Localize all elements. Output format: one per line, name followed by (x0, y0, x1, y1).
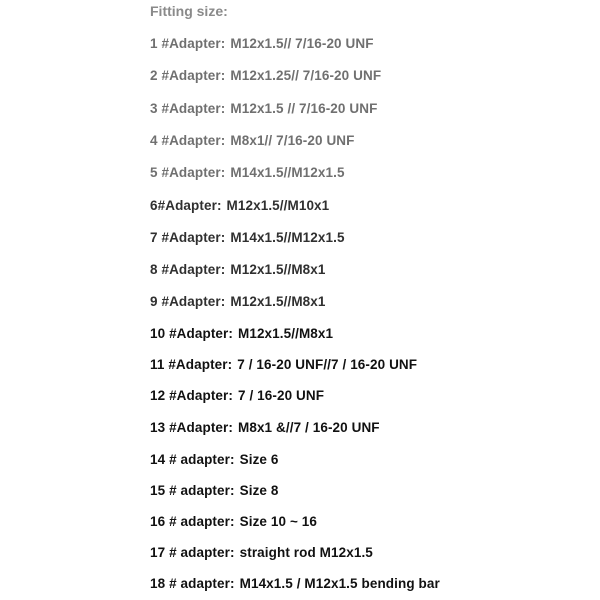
list-item-15 (150, 483, 278, 498)
fitting-size-heading: Fitting size: (150, 3, 228, 19)
list-item-17 (150, 545, 373, 560)
item-separator: : (228, 388, 233, 403)
item-value: M8x1 &//7 / 16-20 UNF (238, 420, 380, 435)
item-value: M14x1.5//M12x1.5 (230, 230, 345, 245)
list-item-16 (150, 514, 317, 529)
item-label: 8 #Adapter (150, 262, 221, 277)
item-value: M12x1.5//M8x1 (230, 262, 326, 277)
item-value: M14x1.5 / M12x1.5 bending bar (239, 576, 440, 591)
item-separator: : (228, 420, 233, 435)
item-label: 7 #Adapter (150, 230, 221, 245)
item-label: 9 #Adapter (150, 294, 221, 309)
item-separator: : (230, 514, 235, 529)
list-item-2 (150, 68, 381, 83)
item-value: M12x1.5//M10x1 (226, 198, 330, 213)
list-item-6 (150, 198, 329, 213)
item-label: 16 # adapter (150, 514, 230, 529)
list-item-10 (150, 326, 333, 341)
list-item-11 (150, 357, 417, 372)
item-separator: : (228, 326, 233, 341)
item-value: 7 / 16-20 UNF//7 / 16-20 UNF (237, 357, 418, 372)
item-value: straight rod M12x1.5 (239, 545, 373, 560)
item-separator: : (220, 133, 226, 148)
item-value: M14x1.5//M12x1.5 (230, 165, 345, 180)
item-label: 18 # adapter (150, 576, 230, 591)
list-item-7 (150, 230, 345, 245)
item-value: M12x1.5 // 7/16-20 UNF (230, 101, 378, 116)
item-label: 13 #Adapter (150, 420, 229, 435)
item-separator: : (220, 294, 226, 309)
item-value: Size 8 (239, 483, 279, 498)
list-item-1 (150, 36, 374, 51)
item-label: 10 #Adapter (150, 326, 229, 341)
item-separator: : (220, 36, 226, 51)
item-value: M12x1.5//M8x1 (238, 326, 334, 341)
item-separator: : (230, 545, 235, 560)
item-label: 17 # adapter (150, 545, 230, 560)
item-value: M8x1// 7/16-20 UNF (230, 133, 355, 148)
list-item-8 (150, 262, 326, 277)
item-value: Size 6 (239, 452, 279, 467)
item-label: 14 # adapter (150, 452, 230, 467)
item-separator: : (220, 101, 226, 116)
item-label: 5 #Adapter (150, 165, 221, 180)
item-value: M12x1.25// 7/16-20 UNF (230, 68, 382, 83)
list-item-5 (150, 165, 345, 180)
item-label: 11 #Adapter (150, 357, 228, 372)
item-separator: : (230, 452, 235, 467)
item-label: 12 #Adapter (150, 388, 229, 403)
item-separator: : (220, 165, 226, 180)
item-value: Size 10 ~ 16 (239, 514, 317, 529)
list-item-18 (150, 576, 440, 591)
list-item-14 (150, 452, 278, 467)
fitting-size-document (150, 0, 590, 600)
item-label: 6#Adapter (150, 198, 217, 213)
list-item-12 (150, 388, 324, 403)
item-label: 2 #Adapter (150, 68, 221, 83)
item-label: 15 # adapter (150, 483, 230, 498)
item-separator: : (220, 68, 226, 83)
list-item-4 (150, 133, 355, 148)
list-item-9 (150, 294, 326, 309)
item-separator: : (216, 198, 222, 213)
item-label: 1 #Adapter (150, 36, 221, 51)
item-value: M12x1.5//M8x1 (230, 294, 326, 309)
item-value: M12x1.5// 7/16-20 UNF (230, 36, 374, 51)
list-item-13 (150, 420, 380, 435)
item-separator: : (220, 262, 226, 277)
item-separator: : (220, 230, 226, 245)
item-separator: : (230, 483, 235, 498)
item-value: 7 / 16-20 UNF (238, 388, 325, 403)
item-separator: : (230, 576, 235, 591)
item-separator: : (227, 357, 233, 372)
list-item-3 (150, 101, 377, 116)
item-label: 3 #Adapter (150, 101, 221, 116)
item-label: 4 #Adapter (150, 133, 221, 148)
